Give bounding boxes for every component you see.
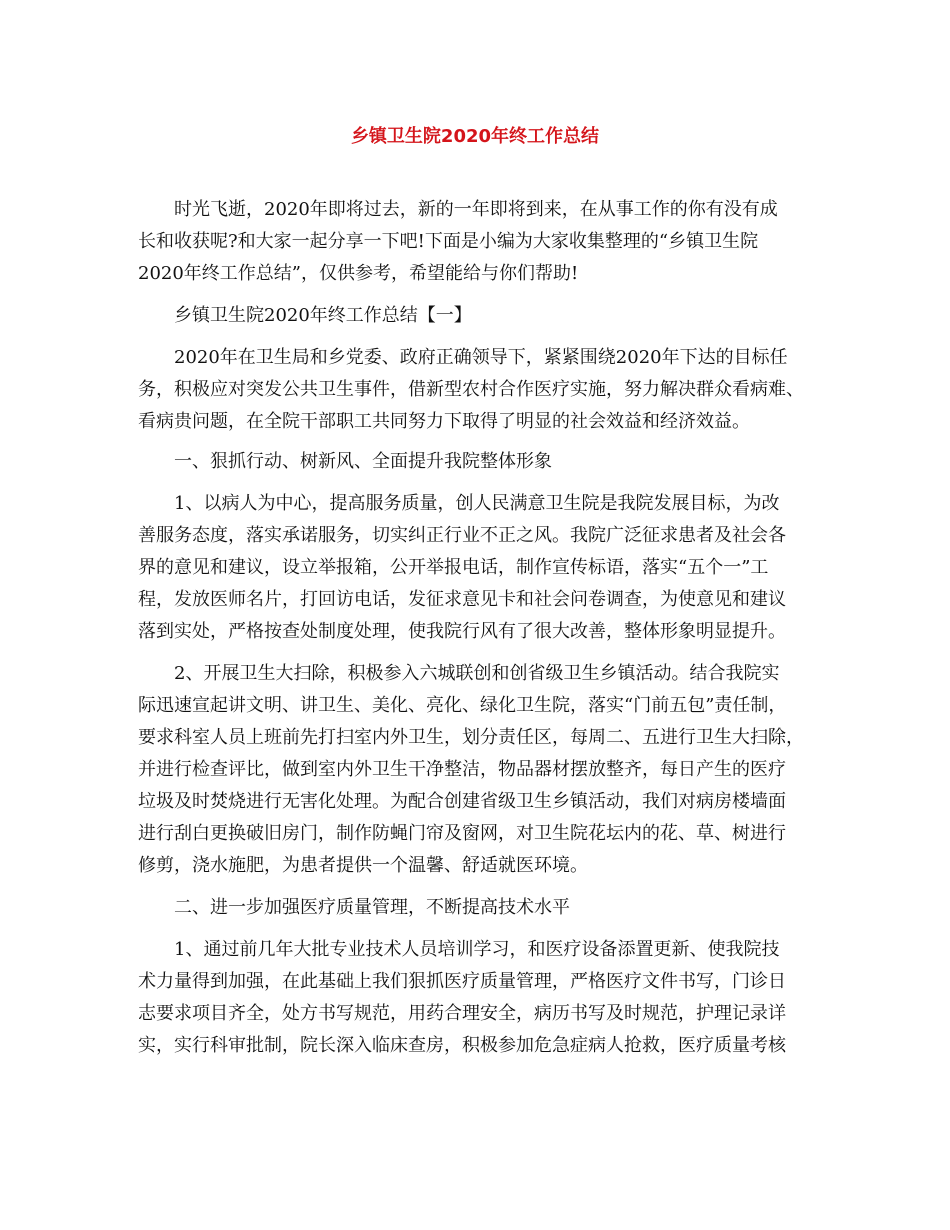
paragraph-line: 要求科室人员上班前先打扫室内外卫生，划分责任区，每周二、五进行卫生大扫除， <box>138 727 804 748</box>
section-heading: 一、狠抓行动、树新风、全面提升我院整体形象 <box>174 451 552 472</box>
paragraph-line: 实，实行科审批制，院长深入临床查房，积极参加危急症病人抢救，医疗质量考核 <box>138 1035 786 1056</box>
paragraph-line: 际迅速宣起讲文明、讲卫生、美化、亮化、绿化卫生院，落实“门前五包”责任制， <box>138 695 787 716</box>
paragraph-line: 长和收获呢?和大家一起分享一下吧!下面是小编为大家收集整理的“乡镇卫生院 <box>138 231 759 252</box>
paragraph-line: 务，积极应对突发公共卫生事件，借新型农村合作医疗实施，努力解决群众看病难、 <box>138 379 804 400</box>
paragraph-line: 2020年在卫生局和乡党委、政府正确领导下，紧紧围绕2020年下达的目标任 <box>174 347 788 368</box>
paragraph-line: 志要求项目齐全，处方书写规范，用药合理安全，病历书写及时规范，护理记录详 <box>138 1003 786 1024</box>
paragraph-line: 垃圾及时焚烧进行无害化处理。为配合创建省级卫生乡镇活动，我们对病房楼墙面 <box>138 791 786 812</box>
document-title: 乡镇卫生院2020年终工作总结 <box>350 126 600 147</box>
paragraph-line: 1、以病人为中心，提高服务质量，创人民满意卫生院是我院发展目标，为改 <box>174 493 780 514</box>
paragraph-line: 2、开展卫生大扫除，积极参入六城联创和创省级卫生乡镇活动。结合我院实 <box>174 663 780 684</box>
paragraph-line: 时光飞逝，2020年即将过去，新的一年即将到来，在从事工作的你有没有成 <box>174 199 778 220</box>
paragraph-line: 1、通过前几年大批专业技术人员培训学习，和医疗设备添置更新、使我院技 <box>174 939 780 960</box>
paragraph-line: 修剪，浇水施肥，为患者提供一个温馨、舒适就医环境。 <box>138 855 588 876</box>
section-heading: 乡镇卫生院2020年终工作总结【一】 <box>174 305 472 326</box>
paragraph-line: 界的意见和建议，设立举报箱，公开举报电话，制作宣传标语，落实“五个一”工 <box>138 557 769 578</box>
paragraph-line: 进行刮白更换破旧房门，制作防蝇门帘及窗网，对卫生院花坛内的花、草、树进行 <box>138 823 786 844</box>
paragraph-line: 落到实处，严格按查处制度处理，使我院行风有了很大改善，整体形象明显提升。 <box>138 621 786 642</box>
paragraph-line: 程，发放医师名片，打回访电话，发征求意见卡和社会问卷调查，为使意见和建议 <box>138 589 786 610</box>
section-heading: 二、进一步加强医疗质量管理，不断提高技术水平 <box>174 897 570 918</box>
paragraph-line: 看病贵问题，在全院干部职工共同努力下取得了明显的社会效益和经济效益。 <box>138 411 750 432</box>
paragraph-line: 并进行检查评比，做到室内外卫生干净整洁，物品器材摆放整齐，每日产生的医疗 <box>138 759 786 780</box>
paragraph-line: 术力量得到加强，在此基础上我们狠抓医疗质量管理，严格医疗文件书写，门诊日 <box>138 971 786 992</box>
paragraph-line: 2020年终工作总结”，仅供参考，希望能给与你们帮助! <box>138 263 579 284</box>
paragraph-line: 善服务态度，落实承诺服务，切实纠正行业不正之风。我院广泛征求患者及社会各 <box>138 525 786 546</box>
